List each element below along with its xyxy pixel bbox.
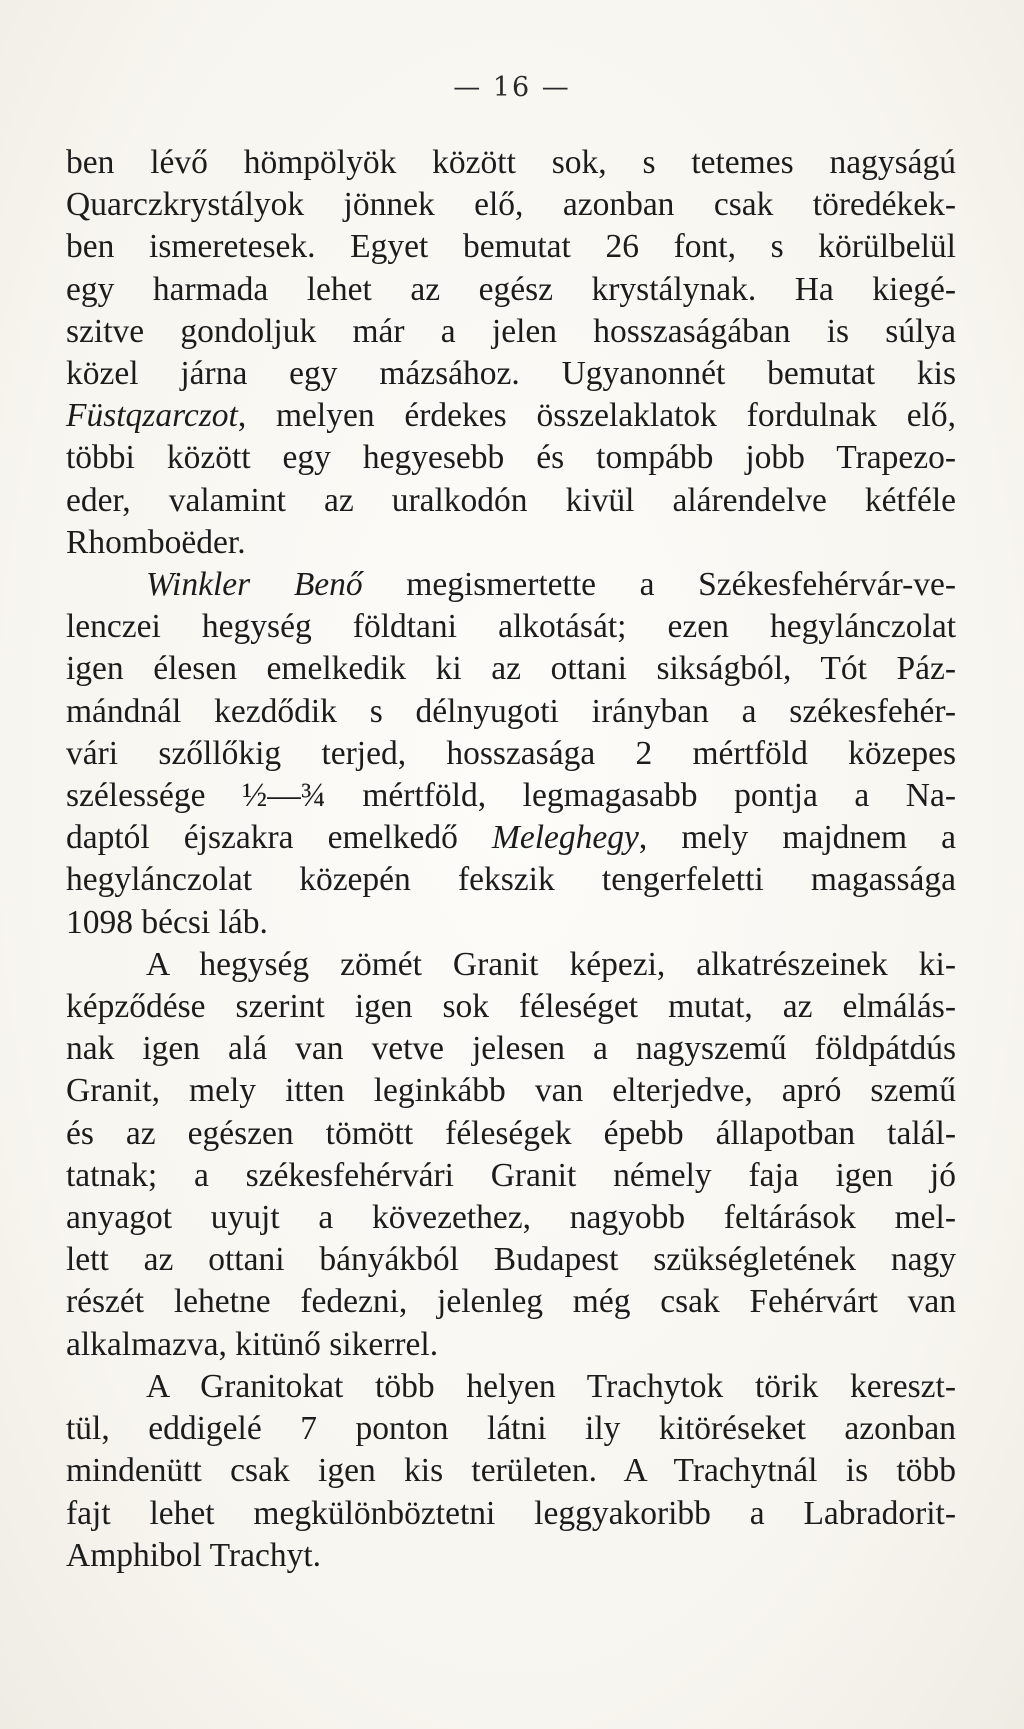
text-line: és az egészen tömött féleségek épebb állapotban talál- bbox=[66, 1114, 956, 1152]
text-line: nak igen alá van vetve jelesen a nagyszemű földpátdús bbox=[66, 1030, 956, 1068]
text-line: A hegység zömét Granit képezi, alkatrészeinek ki- bbox=[146, 945, 956, 983]
text-line: A Granitokat több helyen Trachytok törik kereszt- bbox=[146, 1367, 956, 1405]
text-line: igen élesen emelkedik ki az ottani sikságból, Tót Páz- bbox=[66, 650, 956, 688]
text-line: közel járna egy mázsához. Ugyanonnét bemutat kis bbox=[66, 355, 956, 393]
page-number: — 16 — bbox=[453, 72, 571, 103]
text-line: tül, eddigelé 7 ponton látni ily kitöréseket azonban bbox=[66, 1410, 956, 1448]
italic-term: Füstqzarczot bbox=[66, 397, 238, 435]
body-text bbox=[66, 142, 956, 1577]
text-line: lenczei hegység földtani alkotását; ezen hegylánczolat bbox=[66, 608, 956, 646]
paragraph-1 bbox=[66, 142, 956, 564]
text-line: részét lehetne fedezni, jelenleg még csak Fehérvárt van bbox=[66, 1283, 956, 1321]
text-line: alkalmazva, kitünő sikerrel. bbox=[66, 1325, 439, 1363]
text-line: mindenütt csak igen kis területen. A Trachytnál is több bbox=[66, 1452, 956, 1490]
text-line: eder, valamint az uralkodón kivül alárendelve kétféle bbox=[66, 481, 956, 519]
text-line: fajt lehet megkülönböztetni leggyakoribb a Labradorit- bbox=[66, 1494, 956, 1532]
text-line: vári szőllőkig terjed, hosszasága 2 mértföld közepes bbox=[66, 734, 956, 772]
text-line: daptól éjszakra emelkedő Meleghegy, mely majdnem a bbox=[66, 819, 956, 857]
text-line: anyagot uyujt a kövezethez, nagyobb feltárások mel- bbox=[66, 1199, 956, 1237]
text-line: lett az ottani bányákból Budapest szükségletének nagy bbox=[66, 1241, 956, 1279]
text-line: Füstqzarczot, melyen érdekes összelaklatok fordulnak elő, bbox=[66, 397, 956, 435]
text-line: tatnak; a székesfehérvári Granit némely faja igen jó bbox=[66, 1156, 956, 1194]
text-line: Rhomboëder. bbox=[66, 523, 246, 561]
text-line: ben lévő hömpölyök között sok, s tetemes nagyságú bbox=[66, 144, 956, 181]
text-line: hegylánczolat közepén fekszik tengerfeletti magassága bbox=[66, 861, 956, 899]
text-line: Winkler Benő megismertette a Székesfehérvár-ve- bbox=[146, 566, 956, 604]
text-line: Quarczkrystályok jönnek elő, azonban csak töredékek- bbox=[66, 186, 956, 224]
paragraph-3 bbox=[66, 944, 956, 1366]
text-line: 1098 bécsi láb. bbox=[66, 903, 268, 941]
text-line: szélessége ½—¾ mértföld, legmagasabb pontja a Na- bbox=[66, 777, 956, 815]
text-line: Granit, mely itten leginkább van elterjedve, apró szemű bbox=[66, 1072, 956, 1110]
text-line: többi között egy hegyesebb és tompább jobb Trapezo- bbox=[66, 439, 956, 477]
text-line: Amphibol Trachyt. bbox=[66, 1536, 321, 1574]
italic-term: Meleghegy bbox=[491, 819, 639, 857]
text-line: szitve gondoljuk már a jelen hosszaságában is súlya bbox=[66, 312, 956, 350]
text-line: mándnál kezdődik s délnyugoti irányban a székesfehér- bbox=[66, 692, 956, 730]
text-line: ben ismeretesek. Egyet bemutat 26 font, s körülbelül bbox=[66, 228, 956, 266]
paragraph-4 bbox=[66, 1366, 956, 1577]
paragraph-2 bbox=[66, 564, 956, 944]
text-line: egy harmada lehet az egész krystálynak. Ha kiegé- bbox=[66, 270, 956, 308]
text-line: képződése szerint igen sok féleséget mutat, az elmálás- bbox=[66, 988, 956, 1026]
italic-term: Winkler Benő bbox=[146, 566, 363, 604]
